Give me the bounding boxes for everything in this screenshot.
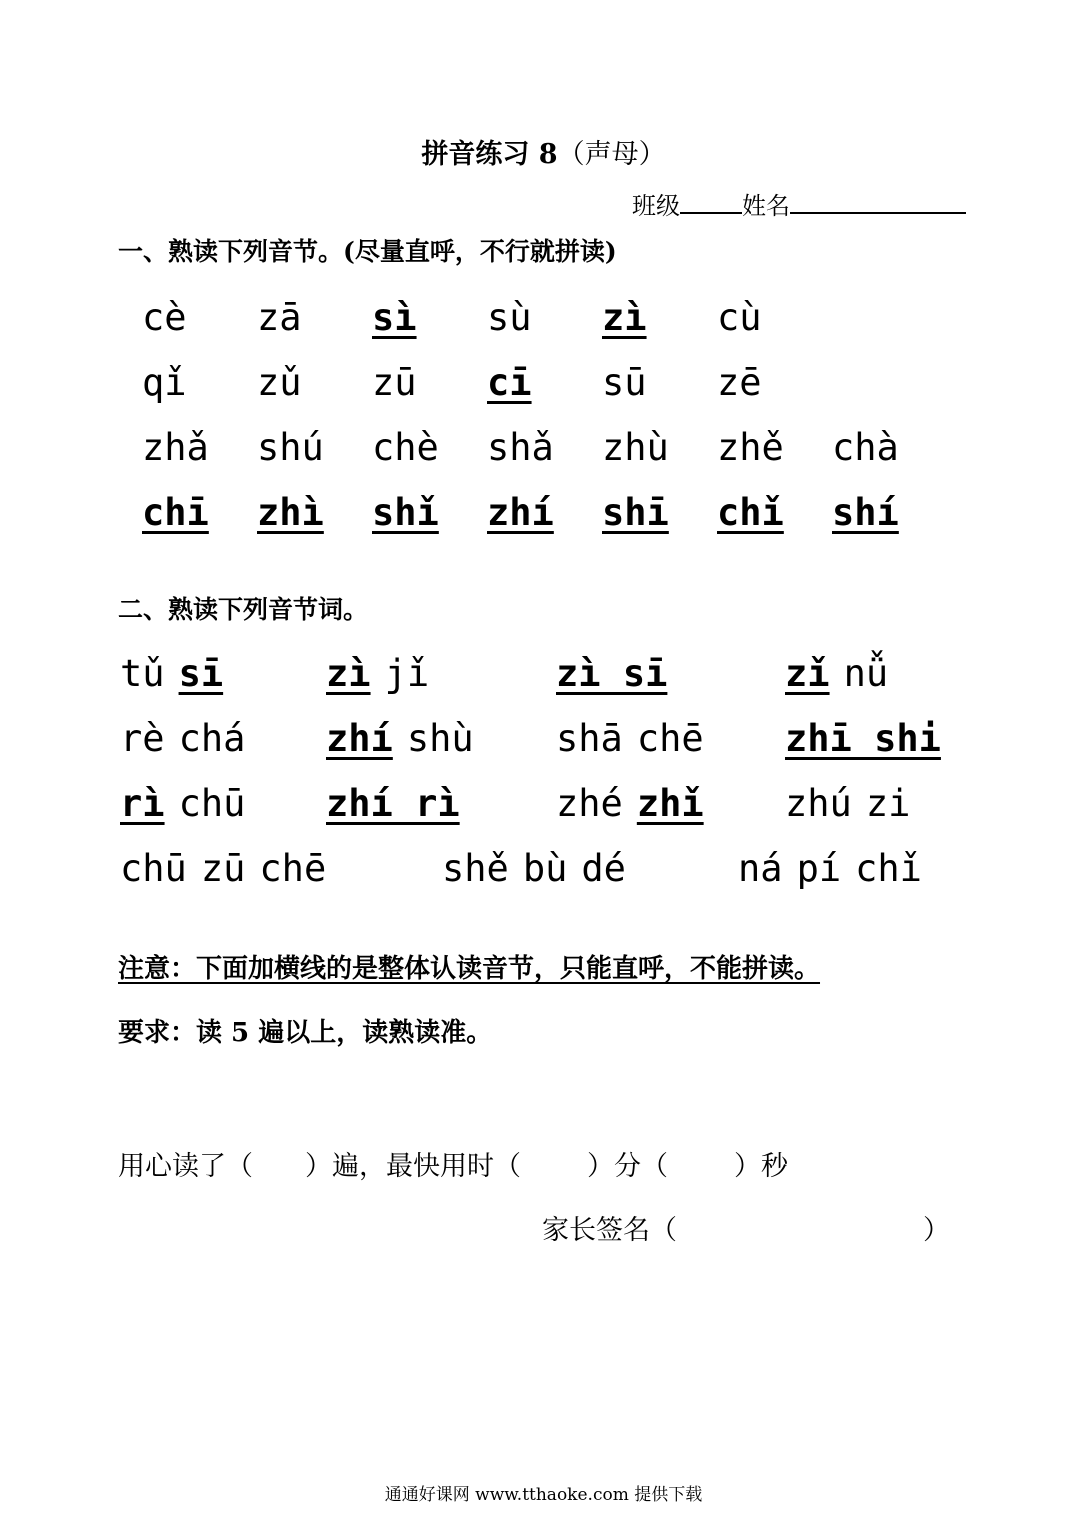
syllable: chà	[832, 426, 899, 469]
whole-syllable: zhī shi	[785, 717, 941, 760]
whole-syllable: zhí	[487, 491, 554, 534]
syllable-word	[120, 847, 340, 890]
parent-sign-line	[542, 1208, 950, 1247]
syllable: nǚ	[843, 652, 889, 695]
section2-heading: 二、熟读下列音节词。	[118, 595, 369, 624]
whole-syllable: sī	[178, 652, 224, 695]
whole-syllable: zì	[326, 652, 371, 695]
syllable: chè	[372, 426, 439, 469]
title-sub: （声母）	[557, 139, 666, 170]
syllable: shā	[556, 717, 623, 760]
note-text: 注意：下面加横线的是整体认读音节，只能直呼，不能拼读。	[118, 954, 821, 984]
whole-syllable: zì sī	[556, 652, 668, 695]
seconds-label: ）秒	[734, 1151, 788, 1182]
syllable: pí	[796, 847, 842, 890]
syllable: shě	[442, 847, 509, 890]
title-main: 拼音练习 8	[421, 139, 558, 170]
syllable: rè	[120, 717, 165, 760]
syllable: zhé	[556, 782, 623, 825]
syllable: zū	[372, 361, 417, 404]
whole-syllable: zhí rì	[326, 782, 460, 825]
syllable: jǐ	[384, 652, 430, 695]
whole-syllable: zì	[602, 296, 647, 339]
requirement-text: 要求：读 5 遍以上，读熟读准。	[118, 1018, 493, 1048]
time-label: ）遍，最快用时（	[305, 1151, 521, 1182]
syllable: zhú	[785, 782, 852, 825]
syllable: sū	[602, 361, 647, 404]
syllable-word	[556, 782, 718, 825]
whole-syllable: shǐ	[372, 491, 439, 534]
syllable-word	[785, 717, 955, 760]
syllable: zhǎ	[142, 426, 209, 469]
syllable-word	[556, 717, 718, 760]
syllable-word	[120, 717, 259, 760]
whole-syllable: rì	[120, 782, 165, 825]
syllable-word	[120, 652, 237, 695]
syllable: chē	[636, 717, 704, 760]
syllable: zi	[865, 782, 911, 825]
syllable: chá	[178, 717, 246, 760]
syllable: shú	[257, 426, 324, 469]
syllable: chǐ	[855, 847, 922, 890]
syllable: zā	[257, 296, 302, 339]
syllable: qǐ	[142, 361, 187, 404]
syllable-word	[326, 717, 488, 760]
syllable: zhù	[602, 426, 669, 469]
whole-syllable: shī	[602, 491, 669, 534]
syllable: sù	[487, 296, 532, 339]
syllable: chē	[259, 847, 327, 890]
section1-heading: 一、熟读下列音节。(尽量直呼，不行就拼读)	[118, 237, 617, 266]
syllable-word	[785, 782, 924, 825]
whole-syllable: chī	[142, 491, 209, 534]
syllable: shǎ	[487, 426, 554, 469]
syllable-word	[785, 652, 902, 695]
whole-syllable: chǐ	[717, 491, 784, 534]
syllable: zǔ	[257, 361, 302, 404]
syllable-word	[326, 782, 474, 825]
minutes-label: ）分（	[587, 1151, 668, 1182]
syllable-word	[442, 847, 640, 890]
syllable: chū	[120, 847, 187, 890]
reading-record-line	[118, 1144, 788, 1183]
times-label: 用心读了（	[118, 1151, 253, 1182]
whole-syllable: sì	[372, 296, 417, 339]
syllable-word	[120, 782, 259, 825]
syllable-word	[738, 847, 936, 890]
syllable: dé	[581, 847, 626, 890]
parent-sign-label: 家长签名（	[542, 1215, 677, 1246]
whole-syllable: cī	[487, 361, 532, 404]
class-name-line	[632, 186, 966, 221]
name-blank[interactable]	[790, 190, 966, 214]
syllable: zē	[717, 361, 762, 404]
syllable: cù	[717, 296, 762, 339]
syllable: chū	[178, 782, 246, 825]
syllable: bù	[522, 847, 568, 890]
whole-syllable: zǐ	[785, 652, 830, 695]
name-label: 姓名	[742, 192, 790, 220]
footer-credit: 通通好课网 www.tthaoke.com 提供下载	[384, 1485, 703, 1505]
syllable: zū	[200, 847, 246, 890]
syllable: ná	[738, 847, 783, 890]
syllable: tǔ	[120, 652, 165, 695]
class-blank[interactable]	[680, 190, 742, 214]
syllable: shù	[406, 717, 474, 760]
syllable-word	[326, 652, 443, 695]
whole-syllable: zhì	[257, 491, 324, 534]
whole-syllable: zhí	[326, 717, 393, 760]
syllable: zhě	[717, 426, 784, 469]
syllable-word	[556, 652, 681, 695]
syllable: cè	[142, 296, 187, 339]
class-label: 班级	[632, 192, 680, 220]
parent-sign-close: ）	[923, 1215, 950, 1246]
page-title	[0, 132, 1087, 171]
whole-syllable: zhǐ	[636, 782, 704, 825]
whole-syllable: shí	[832, 491, 899, 534]
